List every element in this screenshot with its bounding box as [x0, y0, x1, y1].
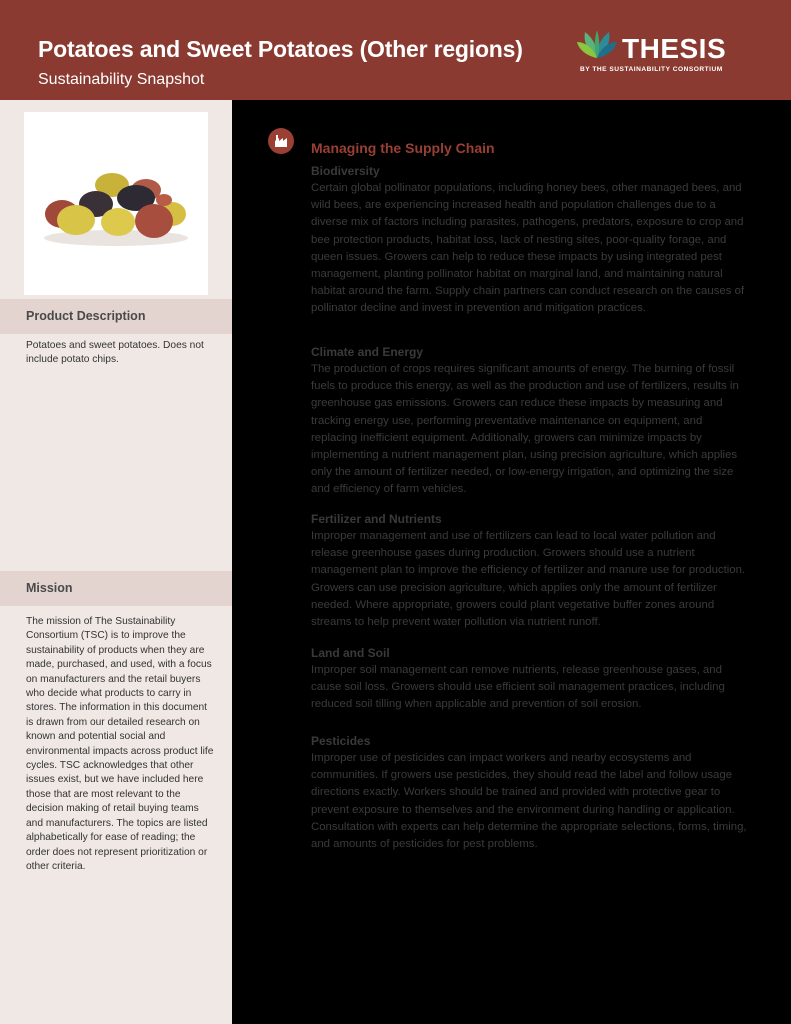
topic-climate-energy [311, 344, 751, 499]
section-title: Managing the Supply Chain [311, 140, 495, 156]
product-description-heading: Product Description [0, 299, 232, 334]
mission-heading: Mission [0, 571, 232, 606]
topic-text: Improper management and use of fertilizers can lead to local water pollution and release greenhouse gases during production. Growers should use a nutrient management plan to improve the efficiency of fertilizer and manure use for production. Growers can use precision agriculture, which applies only the amount of fertilizer needed. Where appropriate, growers could plant vegetative buffer zones around streams to help prevent water pollution via nutrient runoff. [311, 530, 746, 629]
mission-text: The mission of The Sustainability Consortium (TSC) is to improve the sustainability of products when they are made, purchased, and used, with a focus on manufacturers and the retail buyers who decide what products to carry in stores. The information in this document is drawn from our detailed research on known and potential social and environmental impacts across product life cycles. TSC acknowledges that other issues exist, but we have included here those that are most relevant to the decision making of retail buying teams and manufacturers. The topics are listed alphabetically for ease of reading; the order does not represent prioritization or other criteria. [26, 616, 214, 872]
topic-biodiversity [311, 163, 751, 318]
header-bar [0, 0, 791, 100]
leaf-logo-icon [575, 28, 619, 60]
topic-heading: Fertilizer and Nutrients [311, 512, 442, 526]
product-image [24, 112, 208, 295]
topic-land-soil [311, 645, 751, 714]
topic-text: Improper soil management can remove nutrients, release greenhouse gases, and cause soil loss. Growers should use efficient soil management practices, including reduced soil tilling when applicable and prevention of soil erosion. [311, 664, 725, 711]
topic-heading: Biodiversity [311, 164, 380, 178]
topic-heading: Land and Soil [311, 646, 390, 660]
topic-pesticides [311, 733, 751, 853]
thesis-logo [575, 26, 745, 76]
potatoes-illustration [24, 112, 208, 295]
logo-wordmark: THESIS [622, 33, 727, 64]
page-title: Potatoes and Sweet Potatoes (Other regions) [38, 36, 523, 62]
page-subtitle: Sustainability Snapshot [38, 71, 205, 88]
logo-tagline: BY THE SUSTAINABILITY CONSORTIUM [580, 66, 723, 73]
topic-fertilizer-nutrients [311, 511, 751, 631]
topic-text: Certain global pollinator populations, including honey bees, other managed bees, and wild bees, are experiencing increased health and population challenges due to a diverse mix of factors including parasites, pathogens, predators, exposure to crop and bee protection products, habitat loss, lack of nesting sites, poor-quality forage, and queen issues. Growers can help to reduce these impacts by using integrated pest management, planting pollinator habitat on marginal land, and maintaining natural habitat around the farm. Supply chain partners can conduct research on the causes of pollinator decline and invest in prevention and mitigation practices. [311, 182, 745, 315]
factory-icon [268, 128, 294, 154]
topic-text: The production of crops requires significant amounts of energy. The burning of fossil fuels to produce this energy, as well as the production and use of fertilizers, results in greenhouse gas emissions. Growers can reduce these impacts by measuring and tracking energy use, performing preventative maintenance on equipment, and replacing inefficient equipment. Additionally, growers can minimize impacts by implementing a nutrient management plan, using precision agriculture, which applies only the amount of fertilizer needed, or low-energy irrigation, and optimizing the size and efficiency of farm vehicles. [311, 363, 739, 496]
topic-heading: Pesticides [311, 734, 371, 748]
product-description-text: Potatoes and sweet potatoes. Does not include potato chips. [26, 340, 204, 366]
sidebar [0, 100, 232, 1024]
topic-heading: Climate and Energy [311, 345, 424, 359]
topic-text: Improper use of pesticides can impact workers and nearby ecosystems and communities. If growers use pesticides, they should read the label and follow usage directions exactly. Workers should be trained and provided with protective gear to prevent exposure to themselves and the environment during handling or application. Consultation with experts can help determine the appropriate selections, forms, timing, and amounts of pesticides for pest problems. [311, 752, 747, 851]
